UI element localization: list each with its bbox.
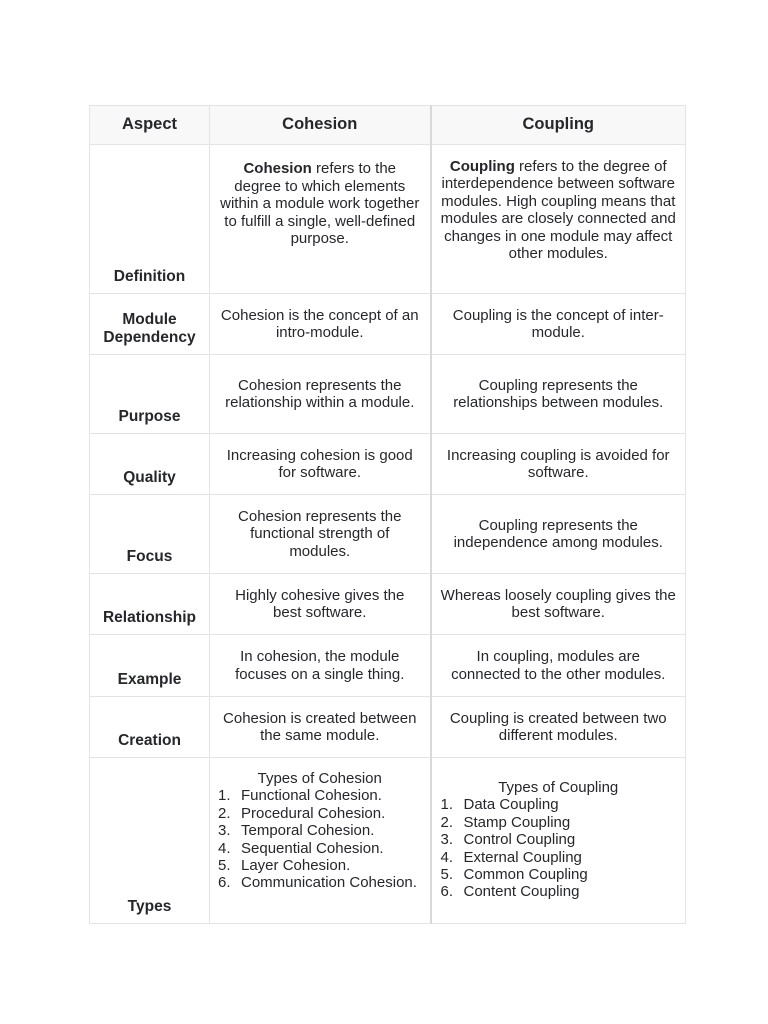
cohesion-types-list [218, 787, 422, 891]
aspect-cell: Focus [90, 495, 210, 574]
table-body [90, 145, 686, 924]
cohesion-cell: Highly cohesive gives the best software. [210, 574, 431, 635]
table-row [90, 294, 686, 355]
header-aspect: Aspect [90, 106, 210, 145]
cohesion-cell: Cohesion represents the functional strength of modules. [210, 495, 431, 574]
table-row [90, 758, 686, 924]
comparison-table [89, 105, 686, 924]
coupling-cell: Coupling represents the independence among modules. [431, 495, 686, 574]
aspect-cell: Creation [90, 697, 210, 758]
list-item: 6. Communication Cohesion. [218, 874, 417, 892]
coupling-cell [431, 145, 686, 294]
coupling-cell [431, 758, 686, 924]
header-row [90, 106, 686, 145]
cohesion-cell: Increasing cohesion is good for software. [210, 434, 431, 495]
coupling-types-list [441, 796, 677, 900]
table-row [90, 145, 686, 294]
table-row [90, 355, 686, 434]
table-row [90, 574, 686, 635]
cohesion-definition: refers to the degree to which elements within a module work together to fulfill a single, well-defined purpose. [220, 160, 420, 248]
cohesion-cell: Cohesion is created between the same module. [210, 697, 431, 758]
cohesion-cell [210, 145, 431, 294]
coupling-cell: Coupling is created between two different modules. [431, 697, 686, 758]
table-row [90, 495, 686, 574]
table-row [90, 635, 686, 697]
aspect-cell: Relationship [90, 574, 210, 635]
list-item: 1. Data Coupling [440, 796, 559, 814]
coupling-cell: Increasing coupling is avoided for software. [431, 434, 686, 495]
cohesion-cell [210, 758, 431, 924]
cohesion-cell: In cohesion, the module focuses on a single thing. [210, 635, 431, 697]
coupling-term: Coupling [449, 158, 515, 175]
cohesion-cell: Cohesion is the concept of an intro-module. [210, 294, 431, 355]
list-item: 3. Temporal Cohesion. [218, 822, 375, 840]
table-row [90, 697, 686, 758]
table-row [90, 434, 686, 495]
cohesion-term: Cohesion [243, 160, 312, 178]
list-item: 3. Control Coupling [440, 831, 576, 849]
header-coupling: Coupling [431, 106, 686, 145]
coupling-definition: refers to the degree of interdependence between software modules. High coupling means that modules are closely connected and changes in one module may affect other modules. [440, 158, 676, 263]
aspect-cell: Module Dependency [90, 294, 210, 355]
table-header [90, 106, 686, 145]
list-item: 4. External Coupling [440, 848, 582, 866]
coupling-types-title: Types of Coupling [498, 779, 619, 796]
list-item: 1. Functional Cohesion. [218, 787, 382, 805]
list-item: 4. Sequential Cohesion. [218, 839, 384, 857]
coupling-cell: In coupling, modules are connected to the other modules. [431, 635, 686, 697]
aspect-cell: Definition [90, 145, 210, 294]
coupling-cell: Coupling is the concept of inter-module. [431, 294, 686, 355]
list-item: 5. Common Coupling [440, 866, 588, 884]
list-item: 2. Procedural Cohesion. [218, 804, 386, 822]
coupling-cell: Whereas loosely coupling gives the best software. [431, 574, 686, 635]
list-item: 5. Layer Cohesion. [218, 857, 351, 875]
aspect-cell: Purpose [90, 355, 210, 434]
cohesion-types-title: Types of Cohesion [257, 770, 382, 787]
cohesion-cell: Cohesion represents the relationship within a module. [210, 355, 431, 434]
list-item: 6. Content Coupling [440, 883, 580, 901]
header-cohesion: Cohesion [210, 106, 431, 145]
aspect-cell: Example [90, 635, 210, 697]
aspect-cell: Quality [90, 434, 210, 495]
aspect-cell: Types [90, 758, 210, 924]
coupling-cell: Coupling represents the relationships between modules. [431, 355, 686, 434]
list-item: 2. Stamp Coupling [440, 813, 571, 831]
